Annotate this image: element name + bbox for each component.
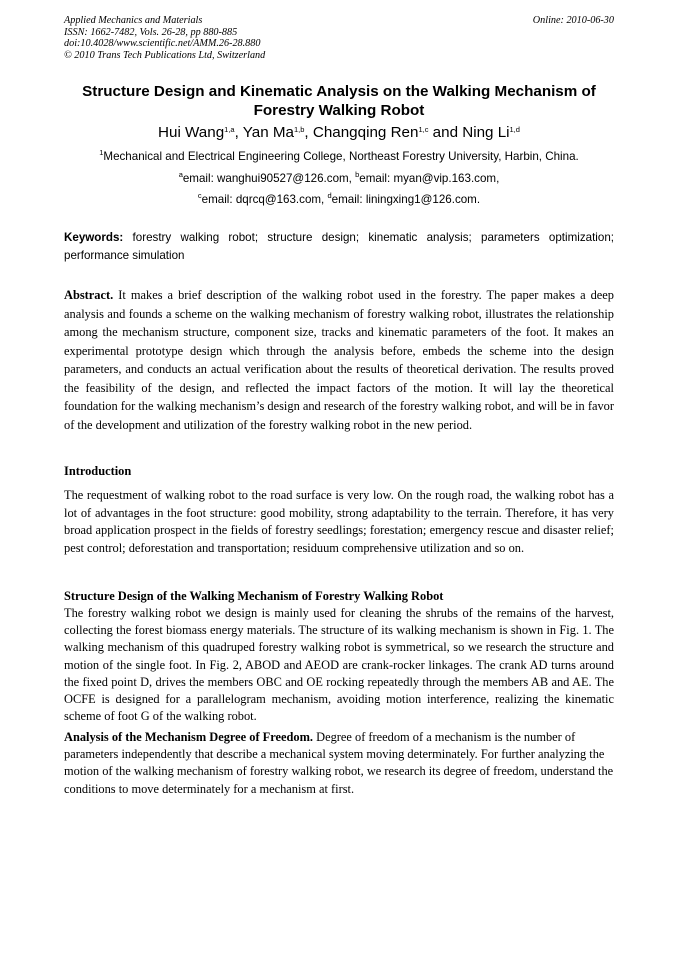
affiliation <box>64 150 614 164</box>
introduction-heading: Introduction <box>64 464 132 478</box>
email-sup: b <box>355 170 360 179</box>
author-sup: 1,a <box>224 125 235 134</box>
affiliation-sup: 1 <box>99 148 104 157</box>
online-date: Online: 2010-06-30 <box>532 15 614 26</box>
analysis-label: Analysis of the Mechanism Degree of Freedom. <box>64 730 314 744</box>
author-list <box>64 124 614 142</box>
email-a: email: wanghui90527@126.com, <box>182 172 356 185</box>
email-d: email: liningxing1@126.com. <box>331 193 481 206</box>
keywords-text: forestry walking robot; structure design; kinematic analysis; parameters optimization; performance simulation <box>64 231 614 262</box>
author-sep: and <box>428 124 463 141</box>
email-sup: a <box>178 170 183 179</box>
author-name: Ning Li <box>462 124 510 141</box>
journal-copyright: © 2010 Trans Tech Publications Ltd, Switzerland <box>64 49 266 61</box>
introduction-text: The requestment of walking robot to the road surface is very low. On the rough road, the walking robot has a lot of advantages in the foot structure: good mobility, strong adaptability to the terrain. Therefore, it has very broad application prospect in the fields of forestry seedlings; forestation; emergency rescue and disaster relief; pest control; deforestation and transportation; residuum comprehensive utilization and so on. <box>64 488 614 555</box>
email-sup: c <box>197 191 202 200</box>
author-sep: , <box>304 124 313 141</box>
analysis-paragraph <box>64 729 614 798</box>
email-c: email: dqrcq@163.com, <box>201 193 328 206</box>
paper-title: Structure Design and Kinematic Analysis on the Walking Mechanism of Forestry Walking Robot <box>82 83 596 119</box>
author-sup: 1,d <box>509 125 520 134</box>
abstract <box>64 286 614 434</box>
author-sup: 1,c <box>418 125 429 134</box>
email-line-2 <box>64 193 614 207</box>
journal-doi: doi:10.4028/www.scientific.net/AMM.26-28.880 <box>64 38 261 50</box>
abstract-text: It makes a brief description of the walking robot used in the forestry. The paper makes a deep analysis and founds a scheme on the walking mechanism of forestry walking robot, illustrates the relationship among the mechanism structure, component size, tracks and kinematic parameters of the foot. It makes an experimental prototype design which through the analysis before, embeds the scheme into the design parameters, and conducts an actual verification about the results of theoretical derivation. The results proved the feasibility of the design, and reflected the impact factors of the motion. It will lay the theoretical foundation for the walking mechanism’s design and research of the forestry walking robot, and will be in favor of the development and utilization of the forestry walking robot in the new period. <box>64 288 614 432</box>
abstract-label: Abstract. <box>64 288 114 302</box>
journal-header <box>64 15 265 61</box>
structure-text: The forestry walking robot we design is mainly used for cleaning the shrubs of the remains of the harvest, collecting the forest biomass energy materials. The structure of its walking mechanism is shown in Fig. 1. The walking mechanism of this quadruped forestry walking robot is symmetrical, so we research the structure and motion of the single foot. In Fig. 2, ABOD and AEOD are crank-rocker linkages. The crank AD turns around the fixed point D, drives the members OBC and OE rocking repeatedly through the members AB and AE. The OCFE is designed for a parallelogram mechanism, avoiding motion interference, realizing the kinematic scheme of foot G of the walking robot. <box>64 606 614 724</box>
author-name: Changqing Ren <box>312 124 419 141</box>
structure-heading: Structure Design of the Walking Mechanism of Forestry Walking Robot <box>64 589 444 603</box>
journal-name: Applied Mechanics and Materials <box>64 15 203 26</box>
keywords <box>64 229 614 265</box>
keywords-label: Keywords: <box>64 231 124 244</box>
journal-issn: ISSN: 1662-7482, Vols. 26-28, pp 880-885 <box>64 26 238 38</box>
email-b: email: myan@vip.163.com, <box>359 172 500 185</box>
author-name: Yan Ma <box>242 124 294 141</box>
email-line-1 <box>64 172 614 186</box>
affiliation-text: Mechanical and Electrical Engineering College, Northeast Forestry University, Harbin, China. <box>103 150 579 163</box>
author-sup: 1,b <box>293 125 305 134</box>
author-sep: , <box>234 124 243 141</box>
analysis-text: Degree of freedom of a mechanism is the number of parameters independently that describe a mechanical system moving determinately. For further analyzing the motion of the walking mechanism of forestry walking robot, we research its degree of freedom, understand the conditions to move determinately for a mechanism at first. <box>64 730 614 796</box>
email-sup: d <box>327 191 332 200</box>
author-name: Hui Wang <box>158 124 225 141</box>
